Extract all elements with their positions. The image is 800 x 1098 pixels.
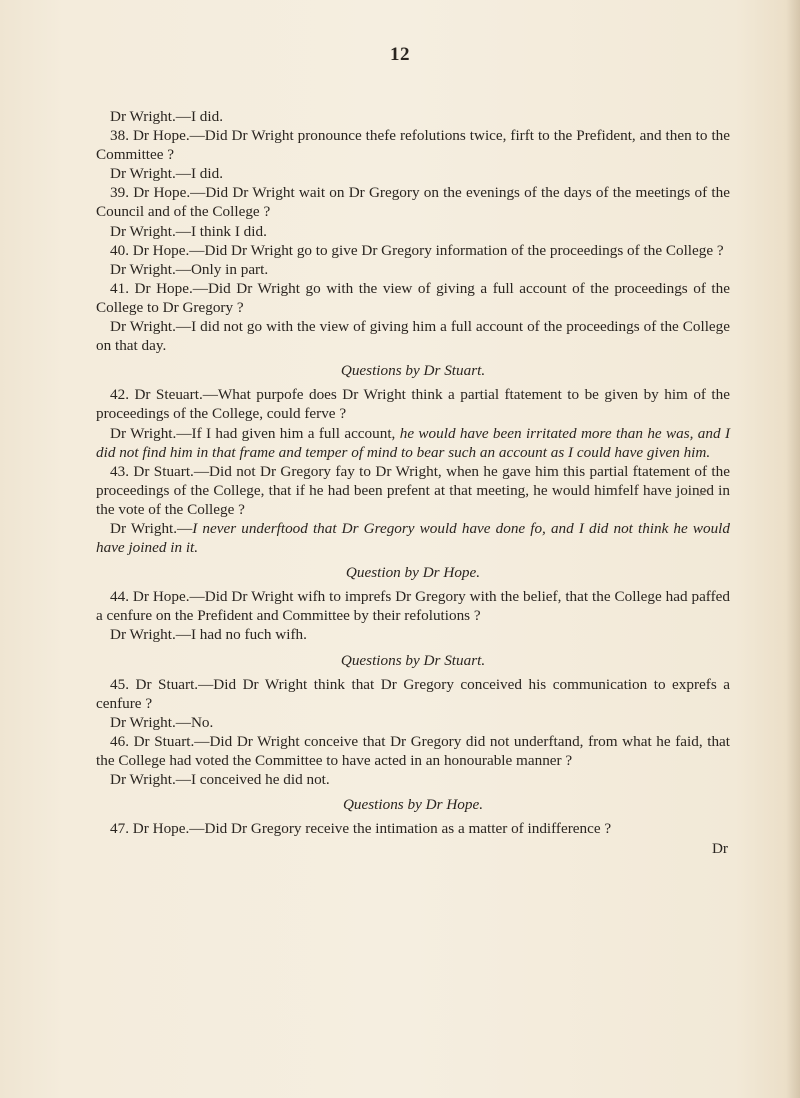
answer-paragraph: Dr Wright.—I did. xyxy=(110,165,224,183)
answer-paragraph: Dr Wright.—No. xyxy=(110,713,214,731)
answer-paragraph xyxy=(96,424,730,462)
question-41: 41. Dr Hope.—Did Dr Wright go with the view of giving a full account of the proceedings of the College to Dr Gregory ? xyxy=(96,279,730,316)
question-46: 46. Dr Stuart.—Did Dr Wright conceive that Dr Gregory did not underftand, from what he faid, that the College had voted the Committee to have acted in an honourable manner ? xyxy=(96,732,730,769)
question-40: 40. Dr Hope.—Did Dr Wright go to give Dr Gregory information of the proceedings of the College ? xyxy=(110,241,724,259)
question-42: 42. Dr Steuart.—What purpofe does Dr Wright think a partial ftatement to be given by him of the proceedings of the College, could ferve ? xyxy=(96,386,730,423)
testimony-text xyxy=(96,107,730,858)
section-heading: Questions by Dr Stuart. xyxy=(340,362,486,380)
question-43: 43. Dr Stuart.—Did not Dr Gregory fay to Dr Wright, when he gave him this partial ftatement of the proceedings of the College, that if he had been prefent at that meeting, he would himfelf have joined in the vote of the College ? xyxy=(96,462,730,518)
question-47: 47. Dr Hope.—Did Dr Gregory receive the intimation as a matter of indifference ? xyxy=(110,820,612,838)
answer-paragraph: Dr Wright.—I conceived he did not. xyxy=(110,771,330,789)
page-number: 12 xyxy=(390,44,410,65)
answer-lead: Dr Wright.—If I had given him a full account, xyxy=(110,424,400,442)
answer-paragraph: Dr Wright.—I did not go with the view of giving him a full account of the proceedings of the College on that day. xyxy=(96,318,730,355)
answer-italic: he would have been irritated more than he was, and I did not find him in that frame and temper of mind to bear such an account as I could have given him. xyxy=(96,424,731,461)
answer-paragraph: Dr Wright.—I had no fuch wifh. xyxy=(110,626,307,644)
section-heading: Questions by Dr Stuart. xyxy=(340,651,486,669)
question-38: 38. Dr Hope.—Did Dr Wright pronounce thefe refolutions twice, firft to the Prefident, and then to the Committee ? xyxy=(96,127,730,164)
answer-lead: Dr Wright.— xyxy=(110,519,193,537)
section-heading: Questions by Dr Hope. xyxy=(342,796,484,814)
answer-paragraph xyxy=(96,519,730,557)
section-heading: Question by Dr Hope. xyxy=(345,564,481,582)
answer-paragraph: Dr Wright.—I think I did. xyxy=(110,222,267,240)
question-39: 39. Dr Hope.—Did Dr Wright wait on Dr Gregory on the evenings of the days of the meetings of the Council and of the College ? xyxy=(96,184,730,221)
catchword: Dr xyxy=(711,840,728,858)
answer-italic: I never underftood that Dr Gregory would have done fo, and I did not think he would have joined in it. xyxy=(96,519,730,557)
page-edge-shadow xyxy=(786,0,800,1098)
answer-paragraph: Dr Wright.—Only in part. xyxy=(110,260,269,278)
question-44: 44. Dr Hope.—Did Dr Wright wifh to imprefs Dr Gregory with the belief, that the College had paffed a cenfure on the Prefident and Committee by their refolutions ? xyxy=(96,588,730,625)
question-45: 45. Dr Stuart.—Did Dr Wright think that Dr Gregory conceived his communication to exprefs a cenfure ? xyxy=(96,675,730,712)
answer-paragraph: Dr Wright.—I did. xyxy=(110,108,224,125)
